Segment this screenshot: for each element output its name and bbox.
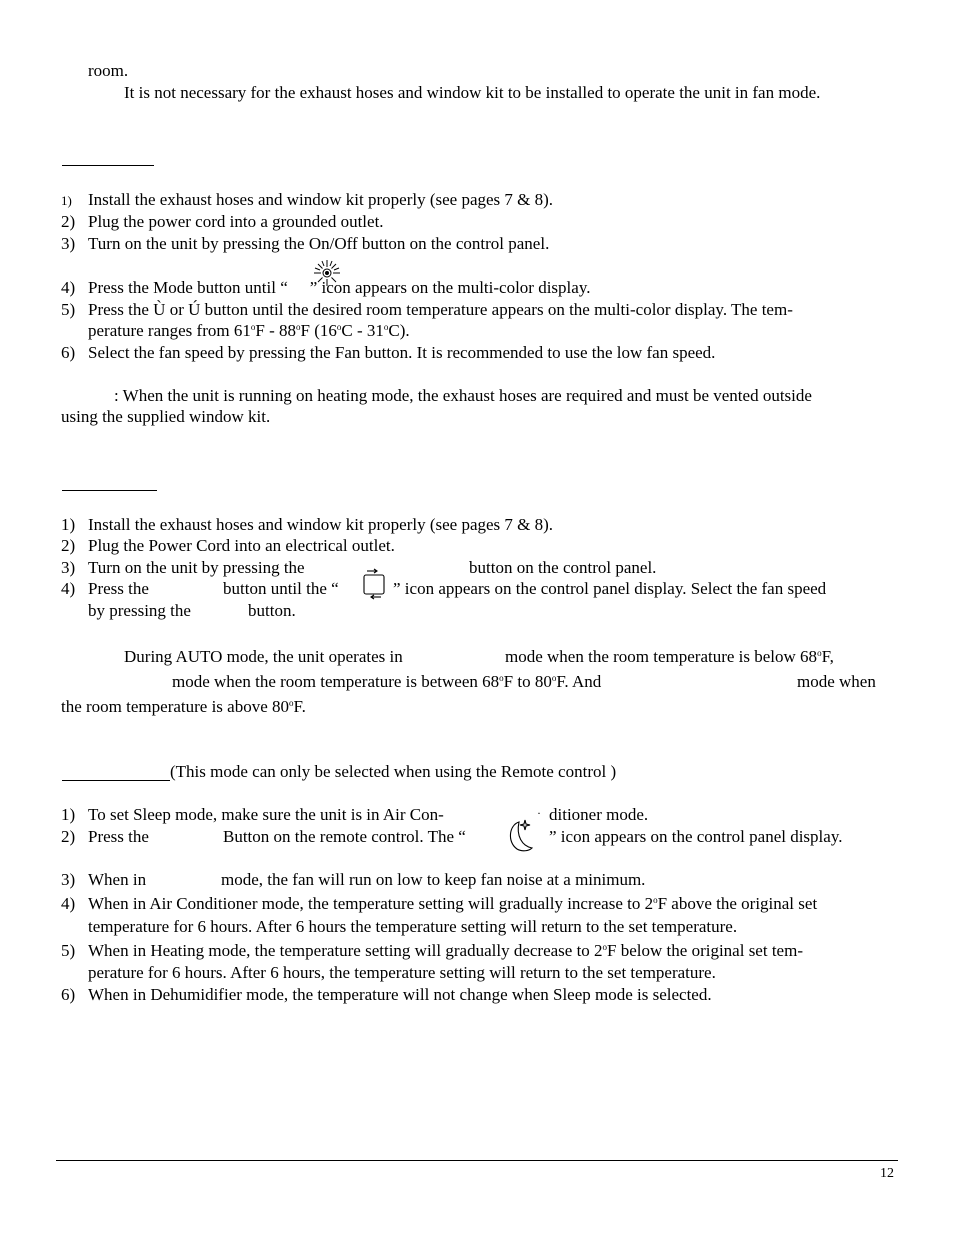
list-item-continuation: perature for 6 hours. After 6 hours, the temperature setting will return to the set temperature.	[88, 963, 716, 982]
list-item-part: Press the	[88, 827, 149, 846]
footer-divider	[56, 1160, 898, 1161]
auto-paragraph	[505, 647, 834, 667]
list-item: Plug the power cord into a grounded outlet.	[88, 212, 384, 231]
degree-symbol: o	[295, 322, 301, 332]
paragraph-text: mode when the room temperature is below 68	[505, 647, 818, 666]
auto-paragraph: During AUTO mode, the unit operates in	[124, 647, 403, 666]
sun-icon	[312, 258, 342, 288]
list-item: Turn on the unit by pressing the On/Off button on the control panel.	[88, 234, 550, 253]
item-text: When in Heating mode, the temperature setting will gradually decrease to 2	[88, 941, 603, 960]
sleep-heading-underline	[62, 780, 170, 781]
auto-paragraph	[61, 697, 306, 717]
list-number: 4)	[61, 278, 76, 297]
paragraph-text: mode when the room temperature is between 68	[172, 672, 500, 691]
list-item-part: Press the	[88, 579, 149, 598]
auto-paragraph: mode when	[797, 672, 876, 691]
degree-symbol: o	[499, 673, 504, 683]
intro-line-2: It is not necessary for the exhaust hoses and window kit to be installed to operate the unit in fan mode.	[124, 83, 821, 102]
list-item-part: Button on the remote control. The “	[223, 827, 466, 846]
list-number: 6)	[61, 985, 76, 1004]
list-number: 6)	[61, 343, 76, 362]
heating-note-continued: using the supplied window kit.	[61, 407, 271, 426]
list-number: 3)	[61, 870, 76, 889]
item-text: F above the original set	[657, 894, 818, 913]
auto-heading-underline	[62, 490, 157, 491]
list-item: Press the Ù or Ú button until the desired room temperature appears on the multi-color display. The tem-	[88, 300, 793, 319]
degree-symbol: o	[250, 322, 256, 332]
list-number: 1)	[61, 515, 76, 534]
item-text: When in Air Conditioner mode, the temperature setting will gradually increase to 2	[88, 894, 654, 913]
item-text: F - 88	[255, 321, 296, 340]
paragraph-text: F to 80	[503, 672, 552, 691]
heating-note: : When the unit is running on heating mode, the exhaust hoses are required and must be vented outside	[114, 386, 812, 405]
list-item-part: button on the control panel.	[469, 558, 657, 577]
sleep-heading-note: (This mode can only be selected when using the Remote control )	[170, 762, 617, 781]
paragraph-text: F. And	[556, 672, 602, 691]
list-number: 5)	[61, 300, 76, 319]
list-item-part: ” icon appears on the control panel display.	[549, 827, 843, 846]
item-text: F (16	[300, 321, 337, 340]
list-item: Plug the Power Cord into an electrical outlet.	[88, 536, 395, 555]
list-item-continuation: by pressing the	[88, 601, 191, 620]
item-text: C - 31	[341, 321, 384, 340]
list-item-part: button until the “	[223, 579, 339, 598]
auto-paragraph	[172, 672, 601, 692]
list-item-continuation: button.	[248, 601, 296, 620]
list-item-part: mode, the fan will run on low to keep fan noise at a minimum.	[221, 870, 646, 889]
list-number: 2)	[61, 536, 76, 555]
item-text: Press the Mode button until “	[88, 278, 288, 297]
list-item-part: ditioner mode.	[549, 805, 649, 824]
paragraph-text: F,	[821, 647, 834, 666]
list-number: 4)	[61, 894, 76, 913]
degree-symbol: o	[551, 673, 557, 683]
item-text: F below the original set tem-	[607, 941, 803, 960]
item-text: C).	[388, 321, 410, 340]
intro-line-1: room.	[88, 61, 129, 80]
list-number: 5)	[61, 941, 76, 960]
list-item	[88, 894, 817, 914]
auto-cycle-icon	[359, 568, 389, 600]
list-item: When in Dehumidifier mode, the temperature will not change when Sleep mode is selected.	[88, 985, 712, 1004]
list-item-continuation: temperature for 6 hours. After 6 hours the temperature setting will return to the set temperature.	[88, 917, 738, 936]
list-item-part: Turn on the unit by pressing the	[88, 558, 305, 577]
paragraph-text: the room temperature is above 80	[61, 697, 290, 716]
list-item-part: When in	[88, 870, 147, 889]
list-item	[88, 941, 803, 961]
item-text: perature ranges from 61	[88, 321, 251, 340]
list-item: Install the exhaust hoses and window kit properly (see pages 7 & 8).	[88, 515, 554, 534]
paragraph-text: F.	[293, 697, 306, 716]
degree-symbol: o	[817, 648, 822, 658]
degree-symbol: o	[289, 698, 294, 708]
list-item-continuation	[88, 321, 410, 341]
list-number: 1)	[61, 805, 76, 824]
degree-symbol: o	[336, 322, 342, 332]
list-number: 3)	[61, 234, 76, 253]
list-item: Install the exhaust hoses and window kit properly (see pages 7 & 8).	[88, 190, 554, 209]
degree-symbol: o	[383, 322, 389, 332]
degree-symbol: o	[653, 895, 658, 905]
degree-symbol: o	[602, 942, 608, 952]
list-number: 2)	[61, 212, 76, 231]
list-item: Select the fan speed by pressing the Fan button. It is recommended to use the low fan speed.	[88, 343, 716, 362]
list-item-part: To set Sleep mode, make sure the unit is in Air Con-	[88, 805, 444, 824]
dot-mark: ·	[537, 806, 541, 820]
item-text: ” icon appears on the multi-color display.	[309, 278, 591, 297]
list-number: 2)	[61, 827, 76, 846]
moon-star-icon	[505, 816, 535, 854]
heating-heading-underline	[62, 165, 154, 166]
list-number: 4)	[61, 579, 76, 598]
list-number: 1)	[61, 193, 72, 208]
list-number: 3)	[61, 558, 76, 577]
list-item-part: ” icon appears on the control panel display. Select the fan speed	[393, 579, 827, 598]
page-number: 12	[880, 1166, 894, 1181]
